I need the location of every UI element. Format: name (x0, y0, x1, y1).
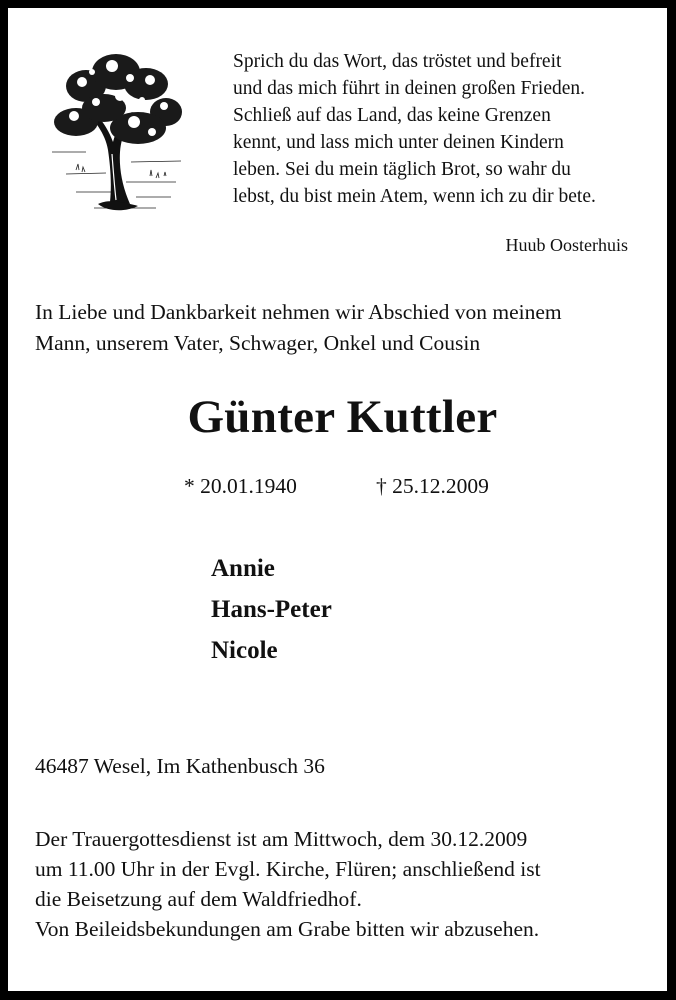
family-member: Annie (211, 555, 275, 582)
intro-line: In Liebe und Dankbarkeit nehmen wir Abschied von meinem (35, 300, 562, 324)
farewell-intro (35, 297, 655, 359)
poem-line: kennt, und lass mich unter deinen Kindern (233, 132, 564, 153)
poem-line: Schließ auf das Land, das keine Grenzen (233, 105, 551, 126)
service-line: Der Trauergottesdienst ist am Mittwoch, dem 30.12.2009 (35, 827, 528, 851)
family-member: Hans-Peter (211, 596, 332, 623)
service-line: Von Beileidsbekundungen am Grabe bitten wir abzusehen. (35, 917, 540, 941)
service-line: um 11.00 Uhr in der Evgl. Kirche, Flüren; anschließend ist (35, 857, 541, 881)
poem-line: leben. Sei du mein täglich Brot, so wahr du (233, 159, 571, 180)
family-address: 46487 Wesel, Im Kathenbusch 36 (35, 754, 325, 778)
intro-line: Mann, unserem Vater, Schwager, Onkel und Cousin (35, 331, 481, 355)
family-member: Nicole (211, 637, 278, 664)
tree-illustration-icon (46, 42, 186, 218)
poem (233, 48, 653, 210)
death-date: † 25.12.2009 (376, 474, 489, 498)
family-members (211, 548, 332, 671)
service-info (35, 824, 655, 944)
poem-line: Sprich du das Wort, das tröstet und befreit (233, 51, 562, 72)
birth-date: * 20.01.1940 (184, 474, 297, 498)
poem-author: Huub Oosterhuis (505, 235, 628, 255)
poem-line: lebst, du bist mein Atem, wenn ich zu dir bete. (233, 186, 596, 207)
service-line: die Beisetzung auf dem Waldfriedhof. (35, 887, 362, 911)
poem-line: und das mich führt in deinen großen Frieden. (233, 78, 585, 99)
deceased-name: Günter Kuttler (187, 391, 498, 443)
